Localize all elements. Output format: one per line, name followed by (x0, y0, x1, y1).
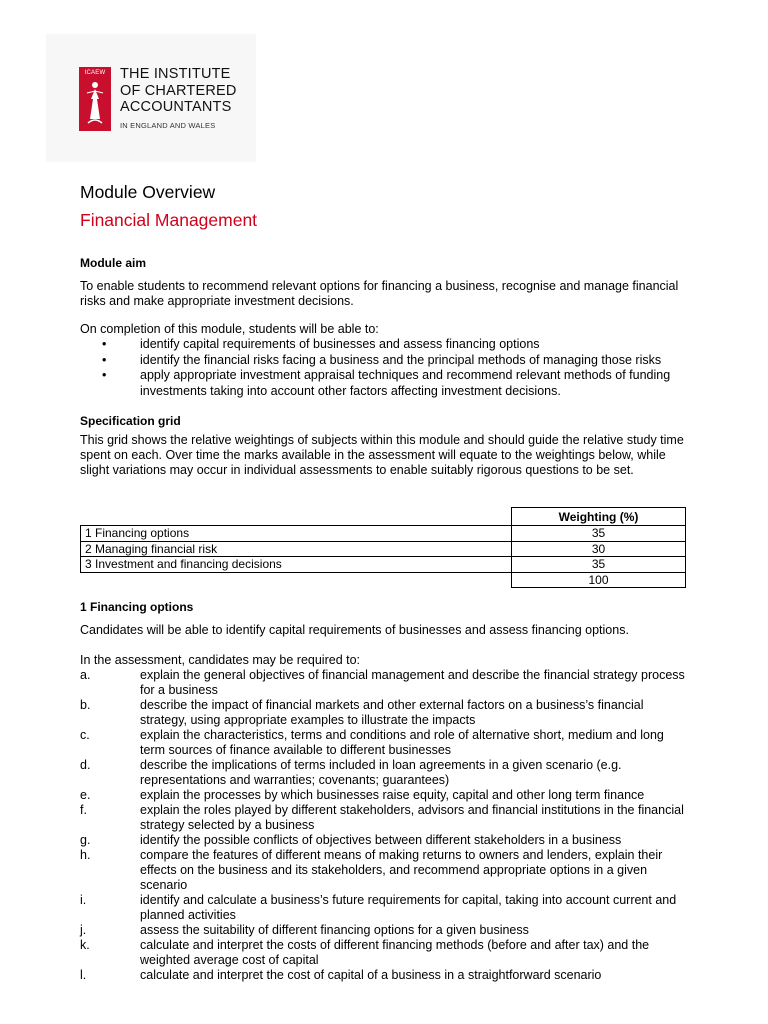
crest-abbreviation: ICAEW (84, 70, 106, 76)
list-item (80, 833, 690, 848)
list-item (80, 803, 690, 833)
list-item-text: calculate and interpret the cost of capital of a business in a straightforward scenario (140, 968, 602, 982)
list-item (80, 923, 690, 938)
list-marker: h. (80, 848, 91, 862)
logo-panel (46, 34, 256, 162)
table-total-blank (81, 572, 512, 588)
list-item-text: compare the features of different means of making returns to owners and lenders, explain their effects on the business and its stakeholders, and recommend appropriate options in a given scenario (140, 848, 663, 892)
list-item-text: describe the implications of terms included in loan agreements in a given scenario (e.g. representations and warranties; covenants; guarantees) (140, 758, 622, 787)
table-header-blank (81, 508, 512, 526)
list-marker: e. (80, 788, 91, 802)
list-item (80, 788, 690, 803)
module-aim-paragraph: To enable students to recommend relevant options for financing a business, recognise and manage financial risks and make appropriate investment decisions. (80, 279, 679, 308)
list-item (80, 893, 690, 923)
section-1-list (80, 668, 690, 983)
list-item-text: explain the characteristics, terms and conditions and role of alternative short, medium and long term sources of finance available to different businesses (140, 728, 664, 757)
section-1-paragraph: Candidates will be able to identify capital requirements of businesses and assess financing options. (80, 623, 629, 637)
list-item-text: explain the processes by which businesses raise equity, capital and other long term finance (140, 788, 645, 802)
org-name-line: THE INSTITUTE (120, 66, 231, 82)
list-marker: i. (80, 893, 87, 907)
table-cell-weight: 35 (512, 526, 686, 542)
list-marker: g. (80, 833, 91, 847)
list-marker: l. (80, 968, 87, 982)
table-cell-subject: 1 Financing options (81, 526, 512, 542)
org-name-line: ACCOUNTANTS (120, 99, 232, 115)
list-item (80, 728, 690, 758)
list-item-text: identify the financial risks facing a business and the principal methods of managing those risks (140, 352, 662, 367)
bullet-icon: • (102, 337, 107, 351)
org-name-line: OF CHARTERED (120, 82, 237, 99)
list-item-text: assess the suitability of different financing options for a given business (140, 923, 529, 937)
list-item (80, 968, 690, 983)
list-item (80, 758, 690, 788)
list-marker: d. (80, 758, 91, 772)
table-row (81, 557, 686, 573)
list-item-text: identify and calculate a business’s future requirements for capital, taking into account current and planned activities (140, 893, 677, 922)
crest-figure-icon (83, 79, 107, 127)
list-item-text: explain the roles played by different stakeholders, advisors and financial institutions in the financial strategy selected by a business (140, 803, 684, 832)
spec-grid-paragraph: This grid shows the relative weightings of subjects within this module and should guide the relative study time spent on each. Over time the marks available in the assessment will equate to the weightings below, while slight variations may occur in individual assessments to enable suitably rigorous questions to be set. (80, 433, 684, 477)
list-marker: k. (80, 938, 90, 952)
list-item-text: describe the impact of financial markets and other external factors on a business’s financial strategy, using appropriate examples to illustrate the impacts (140, 698, 644, 727)
list-marker: f. (80, 803, 87, 817)
list-item-text: identify capital requirements of businesses and assess financing options (140, 337, 540, 351)
list-marker: j. (80, 923, 87, 937)
list-item (80, 698, 690, 728)
list-item-text: explain the general objectives of financial management and describe the financial strategy process for a business (140, 668, 685, 697)
list-item (80, 668, 690, 698)
list-item (80, 337, 690, 353)
icaew-crest-logo (79, 67, 111, 131)
spec-grid-heading: Specification grid (80, 414, 181, 428)
section-1-intro: In the assessment, candidates may be required to: (80, 653, 361, 667)
org-subline: IN ENGLAND AND WALES (120, 121, 216, 130)
list-item (80, 368, 690, 399)
list-item-text: apply appropriate investment appraisal techniques and recommend relevant methods of funding investments taking into account other factors affecting investment decisions. (140, 368, 671, 398)
section-1-heading: 1 Financing options (80, 600, 194, 614)
table-header-row (81, 508, 686, 526)
list-marker: a. (80, 668, 91, 682)
outcomes-list (80, 337, 690, 399)
table-cell-total: 100 (512, 572, 686, 588)
module-name: Financial Management (80, 210, 258, 230)
spec-grid-table (80, 507, 686, 588)
table-row (81, 526, 686, 542)
list-item (80, 938, 690, 968)
table-row (81, 541, 686, 557)
table-cell-subject: 2 Managing financial risk (81, 541, 512, 557)
list-item-text: calculate and interpret the costs of different financing methods (before and after tax) and the weighted average cost of capital (140, 938, 650, 967)
bullet-icon: • (102, 352, 107, 367)
module-aim-heading: Module aim (80, 256, 147, 270)
bullet-icon: • (102, 368, 107, 382)
list-marker: c. (80, 728, 90, 742)
list-marker: b. (80, 698, 91, 712)
org-name (120, 66, 237, 116)
list-item (80, 353, 690, 369)
table-total-row (81, 572, 686, 588)
weighting-column-header: Weighting (%) (512, 508, 686, 526)
page-title: Module Overview (80, 182, 216, 202)
table-cell-weight: 30 (512, 541, 686, 557)
table-cell-weight: 35 (512, 557, 686, 573)
list-item-text: identify the possible conflicts of objectives between different stakeholders in a business (140, 833, 622, 847)
list-item (80, 848, 690, 893)
table-cell-subject: 3 Investment and financing decisions (81, 557, 512, 573)
outcomes-intro: On completion of this module, students will be able to: (80, 322, 379, 336)
